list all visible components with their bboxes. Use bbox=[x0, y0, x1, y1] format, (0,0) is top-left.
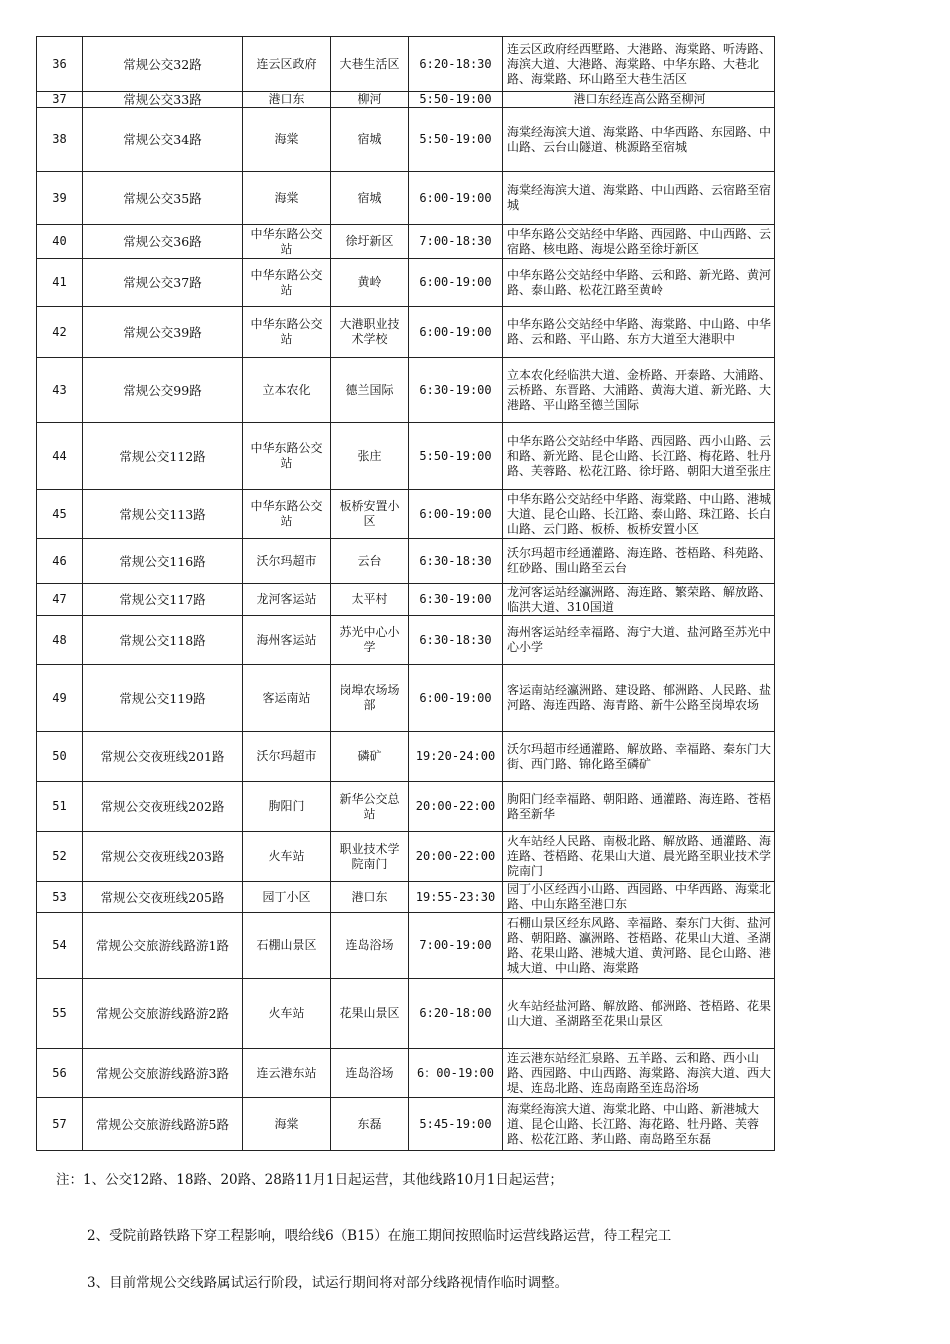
service-hours: 20:00-22:00 bbox=[409, 832, 503, 882]
route-name: 常规公交旅游线路游3路 bbox=[83, 1049, 243, 1098]
end-stop: 宿城 bbox=[331, 172, 409, 225]
route-name: 常规公交118路 bbox=[83, 616, 243, 665]
route-description bbox=[503, 37, 775, 92]
route-description bbox=[503, 616, 775, 665]
row-number: 38 bbox=[37, 108, 83, 172]
route-description bbox=[503, 782, 775, 832]
service-hours: 6:30-18:30 bbox=[409, 539, 503, 584]
start-stop: 海棠 bbox=[243, 108, 331, 172]
route-description bbox=[503, 979, 775, 1049]
table-row bbox=[37, 616, 775, 665]
route-description bbox=[503, 358, 775, 423]
table-row bbox=[37, 307, 775, 358]
route-name: 常规公交旅游线路游5路 bbox=[83, 1098, 243, 1151]
table-row bbox=[37, 913, 775, 979]
row-number: 51 bbox=[37, 782, 83, 832]
route-name: 常规公交117路 bbox=[83, 584, 243, 616]
route-description bbox=[503, 423, 775, 490]
service-hours: 19:55-23:30 bbox=[409, 882, 503, 913]
end-stop: 宿城 bbox=[331, 108, 409, 172]
table-row bbox=[37, 882, 775, 913]
service-hours: 6:20-18:00 bbox=[409, 979, 503, 1049]
row-number: 48 bbox=[37, 616, 83, 665]
row-number: 43 bbox=[37, 358, 83, 423]
service-hours: 19:20-24:00 bbox=[409, 732, 503, 782]
start-stop: 朐阳门 bbox=[243, 782, 331, 832]
route-table-container bbox=[36, 36, 774, 1151]
end-stop: 太平村 bbox=[331, 584, 409, 616]
start-stop: 沃尔玛超市 bbox=[243, 732, 331, 782]
route-name: 常规公交旅游线路游1路 bbox=[83, 913, 243, 979]
service-hours: 6:30-19:00 bbox=[409, 584, 503, 616]
route-name: 常规公交夜班线203路 bbox=[83, 832, 243, 882]
service-hours: 6:30-19:00 bbox=[409, 358, 503, 423]
start-stop: 连云港东站 bbox=[243, 1049, 331, 1098]
start-stop: 中华东路公交站 bbox=[243, 225, 331, 259]
end-stop: 大港职业技术学校 bbox=[331, 307, 409, 358]
table-row bbox=[37, 539, 775, 584]
row-number: 49 bbox=[37, 665, 83, 732]
service-hours: 6:00-19:00 bbox=[409, 665, 503, 732]
route-description-text: 港口东经连高公路至柳河 bbox=[573, 92, 706, 106]
row-number: 55 bbox=[37, 979, 83, 1049]
route-description bbox=[503, 172, 775, 225]
route-description-text: 火车站经人民路、南极北路、解放路、通灌路、海连路、苍梧路、花果山大道、晨光路至职业技术学院南门 bbox=[507, 834, 772, 878]
route-description bbox=[503, 665, 775, 732]
table-row bbox=[37, 358, 775, 423]
row-number: 41 bbox=[37, 259, 83, 307]
service-hours: 6:00-19:00 bbox=[409, 307, 503, 358]
start-stop: 连云区政府 bbox=[243, 37, 331, 92]
table-row bbox=[37, 979, 775, 1049]
table-row bbox=[37, 584, 775, 616]
row-number: 50 bbox=[37, 732, 83, 782]
start-stop: 海棠 bbox=[243, 1098, 331, 1151]
end-stop: 东磊 bbox=[331, 1098, 409, 1151]
route-description-text: 园丁小区经西小山路、西园路、中华西路、海棠北路、中山东路至港口东 bbox=[507, 882, 772, 911]
service-hours: 5:50-19:00 bbox=[409, 92, 503, 108]
end-stop: 云台 bbox=[331, 539, 409, 584]
route-name: 常规公交116路 bbox=[83, 539, 243, 584]
route-description-text: 客运南站经瀛洲路、建设路、郁洲路、人民路、盐河路、海连西路、海青路、新牛公路至岗埠农场 bbox=[507, 683, 772, 712]
row-number: 44 bbox=[37, 423, 83, 490]
row-number: 47 bbox=[37, 584, 83, 616]
route-name: 常规公交34路 bbox=[83, 108, 243, 172]
start-stop: 沃尔玛超市 bbox=[243, 539, 331, 584]
start-stop: 中华东路公交站 bbox=[243, 490, 331, 539]
service-hours: 6:30-18:30 bbox=[409, 616, 503, 665]
table-row bbox=[37, 259, 775, 307]
table-row bbox=[37, 172, 775, 225]
service-hours: 20:00-22:00 bbox=[409, 782, 503, 832]
service-hours: 7:00-19:00 bbox=[409, 913, 503, 979]
row-number: 36 bbox=[37, 37, 83, 92]
route-description bbox=[503, 92, 775, 108]
route-description bbox=[503, 913, 775, 979]
table-row bbox=[37, 37, 775, 92]
route-description-text: 海棠经海滨大道、海棠北路、中山路、新港城大道、昆仑山路、长江路、海花路、牡丹路、芙蓉路、松花江路、茅山路、南岛路至东磊 bbox=[507, 1101, 760, 1146]
note-2: 2、受院前路铁路下穿工程影响，喂给线6（B15）在施工期间按照临时运营线路运营，待工程完工 bbox=[87, 1228, 672, 1244]
route-description bbox=[503, 259, 775, 307]
route-description-text: 朐阳门经幸福路、朝阳路、通灌路、海连路、苍梧路至新华 bbox=[507, 791, 772, 821]
end-stop: 花果山景区 bbox=[331, 979, 409, 1049]
route-description-text: 海棠经海滨大道、海棠路、中华西路、东园路、中山路、云台山隧道、桃源路至宿城 bbox=[507, 124, 772, 154]
row-number: 37 bbox=[37, 92, 83, 108]
table-row bbox=[37, 832, 775, 882]
end-stop: 板桥安置小区 bbox=[331, 490, 409, 539]
route-name: 常规公交37路 bbox=[83, 259, 243, 307]
end-stop: 柳河 bbox=[331, 92, 409, 108]
route-description-text: 立本农化经临洪大道、金桥路、开泰路、大浦路、云桥路、东晋路、大浦路、黄海大道、新光路、大港路、平山路至德兰国际 bbox=[507, 367, 772, 412]
end-stop: 连岛浴场 bbox=[331, 1049, 409, 1098]
row-number: 42 bbox=[37, 307, 83, 358]
row-number: 56 bbox=[37, 1049, 83, 1098]
service-hours: 6:00-19:00 bbox=[409, 490, 503, 539]
table-row bbox=[37, 108, 775, 172]
row-number: 40 bbox=[37, 225, 83, 259]
table-row bbox=[37, 665, 775, 732]
end-stop: 岗埠农场场部 bbox=[331, 665, 409, 732]
start-stop: 火车站 bbox=[243, 979, 331, 1049]
row-number: 45 bbox=[37, 490, 83, 539]
route-name: 常规公交113路 bbox=[83, 490, 243, 539]
table-row bbox=[37, 490, 775, 539]
service-hours: 6:00-19:00 bbox=[409, 259, 503, 307]
row-number: 52 bbox=[37, 832, 83, 882]
route-description bbox=[503, 307, 775, 358]
route-description-text: 石棚山景区经东风路、幸福路、秦东门大街、盐河路、朝阳路、瀛洲路、苍梧路、花果山大道、圣湖路、花果山路、港城大道、黄河路、昆仑山路、港城大道、中山路、海棠路 bbox=[507, 915, 772, 975]
end-stop: 黄岭 bbox=[331, 259, 409, 307]
route-description-text: 中华东路公交站经中华路、西园路、中山西路、云宿路、核电路、海堤公路至徐圩新区 bbox=[507, 226, 772, 256]
start-stop: 园丁小区 bbox=[243, 882, 331, 913]
start-stop: 客运南站 bbox=[243, 665, 331, 732]
route-description bbox=[503, 732, 775, 782]
table-row bbox=[37, 782, 775, 832]
route-description-text: 连云港东站经汇泉路、五羊路、云和路、西小山路、西园路、中山西路、海棠路、海滨大道、西大堤、连岛北路、连岛南路至连岛浴场 bbox=[507, 1050, 772, 1095]
route-description-text: 海州客运站经幸福路、海宁大道、盐河路至苏光中心小学 bbox=[507, 625, 772, 654]
route-name: 常规公交旅游线路游2路 bbox=[83, 979, 243, 1049]
route-description bbox=[503, 882, 775, 913]
table-row bbox=[37, 1098, 775, 1151]
bus-route-table bbox=[36, 36, 775, 1151]
start-stop: 石棚山景区 bbox=[243, 913, 331, 979]
row-number: 39 bbox=[37, 172, 83, 225]
end-stop: 大巷生活区 bbox=[331, 37, 409, 92]
route-description-text: 连云区政府经西墅路、大港路、海棠路、听涛路、海滨大道、大港路、海棠路、中华东路、大巷北路、海棠路、环山路至大巷生活区 bbox=[507, 41, 772, 86]
route-table-body bbox=[37, 37, 775, 1151]
end-stop: 张庄 bbox=[331, 423, 409, 490]
end-stop: 德兰国际 bbox=[331, 358, 409, 423]
route-name: 常规公交夜班线205路 bbox=[83, 882, 243, 913]
row-number: 46 bbox=[37, 539, 83, 584]
route-description-text: 沃尔玛超市经通灌路、解放路、幸福路、秦东门大街、西门路、锦化路至磷矿 bbox=[507, 741, 772, 771]
route-description bbox=[503, 584, 775, 616]
start-stop: 中华东路公交站 bbox=[243, 259, 331, 307]
route-description bbox=[503, 108, 775, 172]
start-stop: 中华东路公交站 bbox=[243, 307, 331, 358]
end-stop: 港口东 bbox=[331, 882, 409, 913]
table-row bbox=[37, 423, 775, 490]
route-name: 常规公交39路 bbox=[83, 307, 243, 358]
service-hours: 7:00-18:30 bbox=[409, 225, 503, 259]
route-description bbox=[503, 1098, 775, 1151]
table-row bbox=[37, 92, 775, 108]
service-hours: 5:50-19:00 bbox=[409, 108, 503, 172]
service-hours: 6：00-19:00 bbox=[409, 1049, 503, 1098]
start-stop: 海棠 bbox=[243, 172, 331, 225]
route-description bbox=[503, 1049, 775, 1098]
route-description-text: 中华东路公交站经中华路、西园路、西小山路、云和路、新光路、昆仑山路、长江路、梅花路、牡丹路、芙蓉路、松花江路、徐圩路、朝阳大道至张庄 bbox=[507, 433, 772, 478]
row-number: 54 bbox=[37, 913, 83, 979]
route-name: 常规公交35路 bbox=[83, 172, 243, 225]
start-stop: 中华东路公交站 bbox=[243, 423, 331, 490]
service-hours: 6:20-18:30 bbox=[409, 37, 503, 92]
table-row bbox=[37, 1049, 775, 1098]
route-description-text: 中华东路公交站经中华路、海棠路、中山路、中华路、云和路、平山路、东方大道至大港职中 bbox=[507, 317, 772, 346]
table-row bbox=[37, 732, 775, 782]
route-name: 常规公交夜班线202路 bbox=[83, 782, 243, 832]
route-name: 常规公交119路 bbox=[83, 665, 243, 732]
route-name: 常规公交33路 bbox=[83, 92, 243, 108]
service-hours: 5:50-19:00 bbox=[409, 423, 503, 490]
route-name: 常规公交32路 bbox=[83, 37, 243, 92]
end-stop: 磷矿 bbox=[331, 732, 409, 782]
end-stop: 徐圩新区 bbox=[331, 225, 409, 259]
start-stop: 海州客运站 bbox=[243, 616, 331, 665]
end-stop: 连岛浴场 bbox=[331, 913, 409, 979]
service-hours: 6:00-19:00 bbox=[409, 172, 503, 225]
route-description bbox=[503, 225, 775, 259]
route-name: 常规公交夜班线201路 bbox=[83, 732, 243, 782]
note-1: 注：1、公交12路、18路、20路、28路11月1日起运营，其他线路10月1日起运营； bbox=[56, 1172, 563, 1188]
end-stop: 苏光中心小学 bbox=[331, 616, 409, 665]
route-description-text: 火车站经盐河路、解放路、郁洲路、苍梧路、花果山大道、圣湖路至花果山景区 bbox=[507, 998, 772, 1028]
end-stop: 新华公交总站 bbox=[331, 782, 409, 832]
note-3: 3、目前常规公交线路属试运行阶段，试运行期间将对部分线路视情作临时调整。 bbox=[87, 1275, 569, 1291]
route-name: 常规公交36路 bbox=[83, 225, 243, 259]
route-description-text: 龙河客运站经瀛洲路、海连路、繁荣路、解放路、临洪大道、310国道 bbox=[507, 584, 772, 614]
row-number: 57 bbox=[37, 1098, 83, 1151]
table-row bbox=[37, 225, 775, 259]
row-number: 53 bbox=[37, 882, 83, 913]
service-hours: 5:45-19:00 bbox=[409, 1098, 503, 1151]
route-description bbox=[503, 832, 775, 882]
route-description-text: 中华东路公交站经中华路、海棠路、中山路、港城大道、昆仑山路、长江路、泰山路、珠江路、长白山路、云门路、板桥、板桥安置小区 bbox=[507, 491, 772, 536]
route-description-text: 海棠经海滨大道、海棠路、中山西路、云宿路至宿城 bbox=[507, 183, 772, 212]
start-stop: 立本农化 bbox=[243, 358, 331, 423]
route-name: 常规公交99路 bbox=[83, 358, 243, 423]
route-name: 常规公交112路 bbox=[83, 423, 243, 490]
end-stop: 职业技术学院南门 bbox=[331, 832, 409, 882]
route-description bbox=[503, 539, 775, 584]
start-stop: 火车站 bbox=[243, 832, 331, 882]
start-stop: 龙河客运站 bbox=[243, 584, 331, 616]
route-description bbox=[503, 490, 775, 539]
start-stop: 港口东 bbox=[243, 92, 331, 108]
route-description-text: 沃尔玛超市经通灌路、海连路、苍梧路、科苑路、红砂路、围山路至云台 bbox=[507, 546, 772, 575]
route-description-text: 中华东路公交站经中华路、云和路、新光路、黄河路、泰山路、松花江路至黄岭 bbox=[507, 267, 772, 297]
